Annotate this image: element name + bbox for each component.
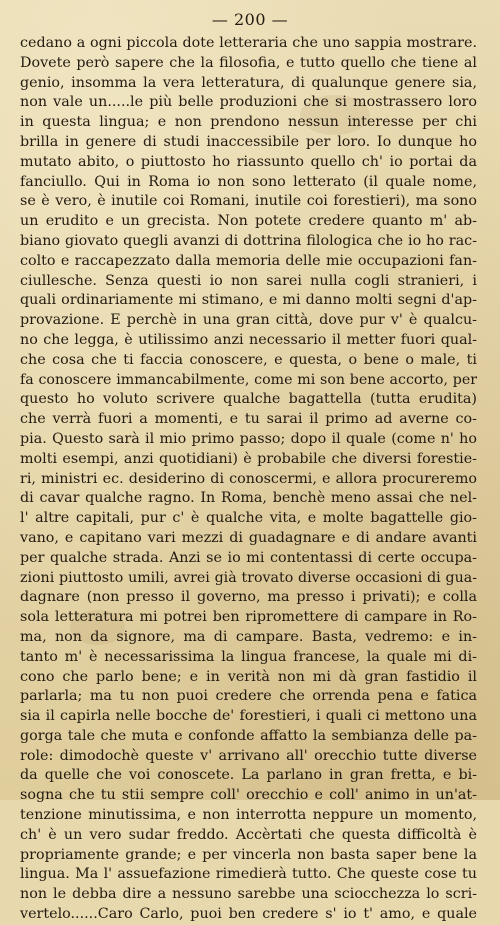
text-line: se è vero, è inutile coi Romani, inutile coi forestieri), ma sono bbox=[20, 193, 477, 210]
text-line: gorga tale che muta e confonde affatto la sembianza delle pa- bbox=[20, 727, 477, 744]
text-line: molti esempi, anzi quotidiani) è probabile che diversi forestie- bbox=[20, 450, 477, 467]
text-line: non le debba dire a nessuno sarebbe una sciocchezza lo scri- bbox=[20, 886, 477, 903]
text-line: sia il capirla nelle bocche de' forestieri, i quali ci mettono una bbox=[20, 708, 477, 725]
text-line: tenzione minutissima, e non interrotta neppure un momento, bbox=[20, 807, 477, 824]
body-text bbox=[20, 34, 477, 925]
text-line: cono che parlo bene; e in verità non mi dà gran fastidio il bbox=[20, 668, 477, 685]
text-line: ma, non da signore, ma di campare. Basta, vedremo: e in- bbox=[20, 628, 477, 645]
text-line: quali ordinariamente mi stimano, e mi danno molti segni d'ap- bbox=[20, 292, 477, 309]
text-line: propriamente grande; e per vincerla non basta saper bene la bbox=[20, 846, 477, 863]
text-line: zioni piuttosto umili, avrei già trovato diverse occasioni di gua- bbox=[20, 569, 477, 586]
text-line: brilla in genere di studi inaccessibile per loro. Io dunque ho bbox=[20, 133, 477, 150]
text-line: dagnare (non presso il governo, ma presso i privati); e colla bbox=[20, 589, 477, 606]
text-line: provazione. E perchè in una gran città, dove pur v' è qualcu- bbox=[20, 312, 477, 329]
text-line: biano giovato quegli avanzi di dottrina filologica che io ho rac- bbox=[20, 232, 477, 249]
text-line: che cosa che ti faccia conoscere, e questa, o bene o male, ti bbox=[20, 351, 477, 368]
text-line: cedano a ogni piccola dote letteraria che uno sappia mostrare. bbox=[20, 35, 477, 51]
text-line: Dovete però sapere che la filosofia, e tutto quello che tiene al bbox=[20, 54, 477, 71]
page-number: — 200 — bbox=[211, 10, 289, 29]
text-line: ciullesche. Senza questi io non sarei nulla cogli stranieri, i bbox=[20, 272, 477, 289]
text-line: fa conoscere immancabilmente, come mi son bene accorto, per bbox=[20, 371, 477, 388]
text-line: l' altre capitali, pur c' è qualche vita, e molte bagattelle gio- bbox=[20, 510, 477, 527]
text-line: parlarla; ma tu non puoi credere che orrenda pena e fatica bbox=[20, 688, 477, 705]
text-line: genio, insomma la vera letteratura, di qualunque genere sia, bbox=[20, 74, 477, 91]
text-line: questo ho voluto scrivere qualche bagattella (tutta erudita) bbox=[20, 391, 477, 408]
text-line: sogna che tu stii sempre coll' orecchio e coll' animo in un'at- bbox=[20, 787, 477, 804]
text-line: da quelle che voi conoscete. La parlano in gran fretta, e bi- bbox=[20, 767, 477, 784]
text-line: che verrà fuori a momenti, e tu sarai il primo ad averne co- bbox=[20, 411, 477, 428]
text-line: in questa lingua; e non prendono nessun interesse per chi bbox=[20, 114, 477, 131]
text-line: pia. Questo sarà il mio primo passo; dopo il quale (come n' ho bbox=[20, 430, 477, 447]
text-line: sola letteratura mi potrei ben ripromettere di campare in Ro- bbox=[20, 609, 477, 626]
text-line: ri, ministri ec. desiderino di conoscermi, e allora procureremo bbox=[20, 470, 477, 487]
text-line: un erudito e un grecista. Non potete credere quanto m' ab- bbox=[20, 213, 477, 230]
text-line: mutato abito, o piuttosto ho riassunto quello ch' io portai da bbox=[20, 153, 477, 170]
text-line: tanto m' è necessarissima la lingua francese, la quale mi di- bbox=[20, 648, 477, 665]
text-line: di cavar qualche ragno. In Roma, benchè meno assai che nel- bbox=[20, 490, 477, 507]
text-line: colto e raccapezzato dalla memoria delle mie occupazioni fan- bbox=[20, 252, 477, 269]
text-line: fanciullo. Qui in Roma io non sono letterato (il quale nome, bbox=[20, 173, 477, 190]
text-line: vertelo......Caro Carlo, puoi ben credere s' io t' amo, e quale bbox=[20, 906, 477, 923]
text-line: ch' è un vero sudar freddo. Accèrtati che questa difficoltà è bbox=[20, 826, 477, 843]
text-line: no che legga, è utilissimo anzi necessario il metter fuori qual- bbox=[20, 331, 477, 348]
text-line: lingua. Ma l' assuefazione rimedierà tutto. Che queste cose tu bbox=[20, 866, 477, 883]
text-line: per qualche strada. Anzi se io mi contentassi di certe occupa- bbox=[20, 549, 477, 566]
text-line: vano, e capitano vari mezzi di guadagnare e di andare avanti bbox=[20, 529, 477, 546]
text-line: non vale un.....le più belle produzioni che si mostrassero loro bbox=[20, 94, 477, 111]
text-line: role: dimodochè queste v' arrivano all' orecchio tutte diverse bbox=[20, 747, 477, 764]
